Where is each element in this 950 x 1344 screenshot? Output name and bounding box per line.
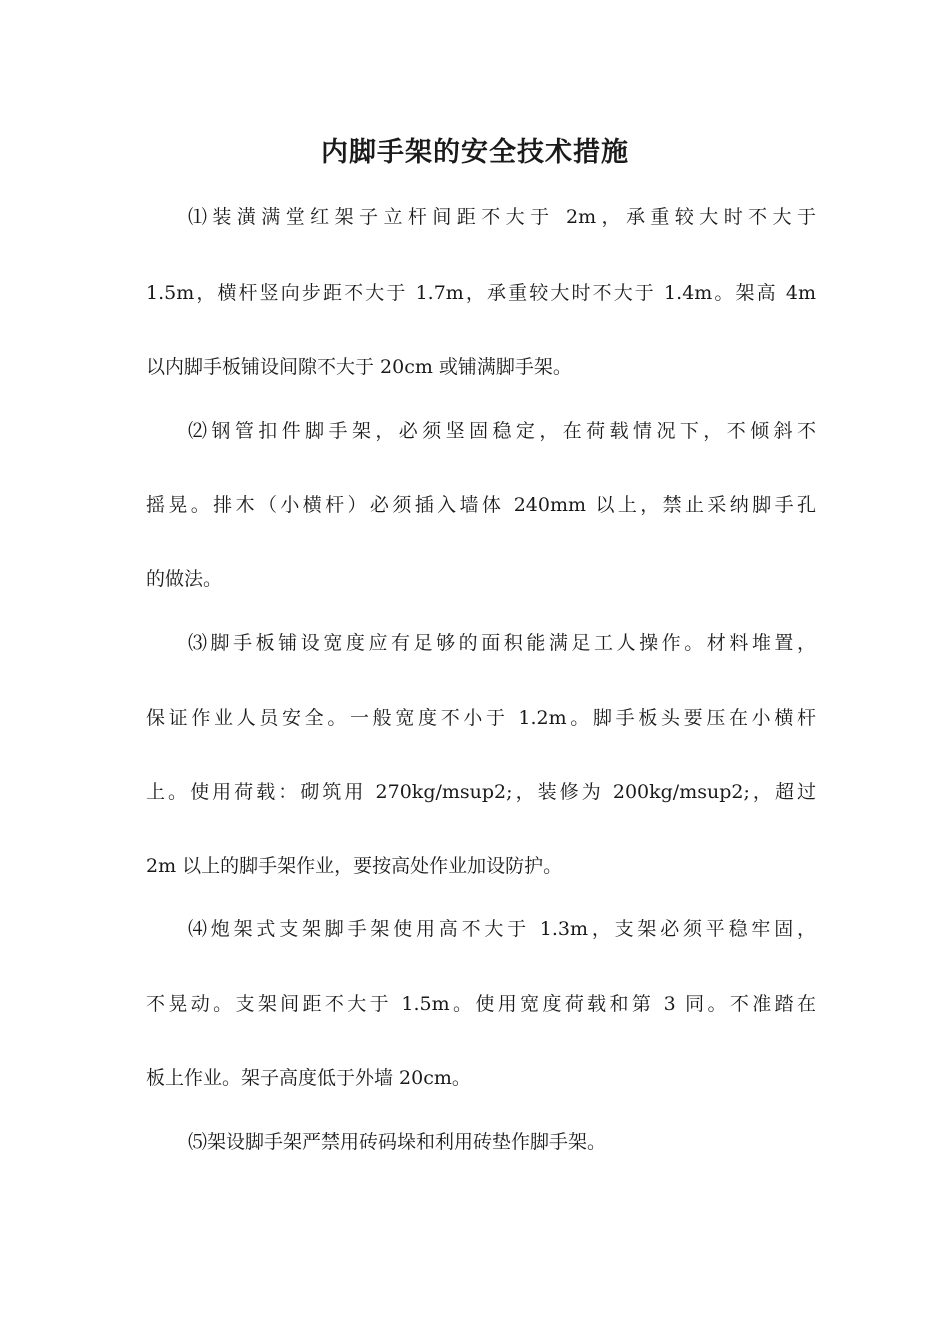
paragraph-5-line-1: ⑸架设脚手架严禁用砖码垛和利用砖垫作脚手架。 <box>188 1131 607 1153</box>
paragraph-2-line-2: 摇晃。排木（小横杆）必须插入墙体 240mm 以上，禁止采纳脚手孔 <box>146 494 816 516</box>
paragraph-3-line-3: 上。使用荷载：砌筑用 270kg/msup2;，装修为 200kg/msup2;，超过 <box>146 781 816 803</box>
paragraph-4-line-2: 不晃动。支架间距不大于 1.5m。使用宽度荷载和第 3 同。不准踏在 <box>146 993 816 1015</box>
paragraph-1-line-1: ⑴装潢满堂红架子立杆间距不大于 2m，承重较大时不大于 <box>188 206 816 228</box>
paragraph-3-line-1: ⑶脚手板铺设宽度应有足够的面积能满足工人操作。材料堆置， <box>188 632 816 654</box>
paragraph-2-line-3: 的做法。 <box>146 568 223 590</box>
paragraph-1-line-3: 以内脚手板铺设间隙不大于 20cm 或铺满脚手架。 <box>146 356 572 378</box>
paragraph-4-line-3: 板上作业。架子高度低于外墙 20cm。 <box>146 1067 471 1089</box>
document-title: 内脚手架的安全技术措施 <box>321 137 629 168</box>
paragraph-3-line-2: 保证作业人员安全。一般宽度不小于 1.2m。脚手板头要压在小横杆 <box>146 707 816 729</box>
paragraph-4-line-1: ⑷炮架式支架脚手架使用高不大于 1.3m，支架必须平稳牢固， <box>188 918 816 940</box>
paragraph-3-line-4: 2m 以上的脚手架作业，要按高处作业加设防护。 <box>146 855 563 877</box>
paragraph-1-line-2: 1.5m，横杆竖向步距不大于 1.7m，承重较大时不大于 1.4m。架高 4m <box>146 282 816 304</box>
paragraph-2-line-1: ⑵钢管扣件脚手架，必须坚固稳定，在荷载情况下，不倾斜不 <box>188 420 816 442</box>
